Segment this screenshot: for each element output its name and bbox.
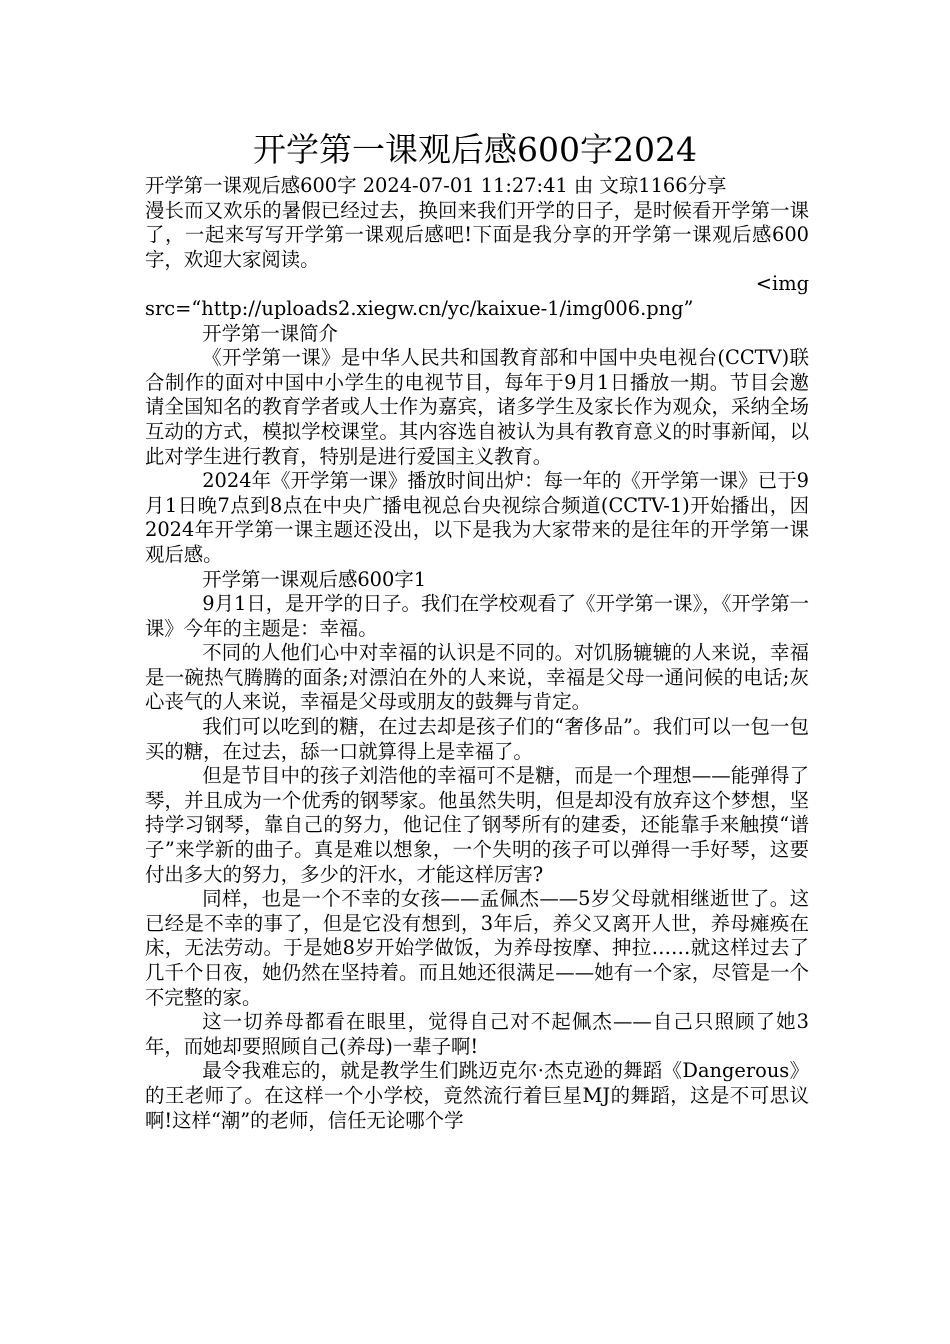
intro-paragraph: 漫长而又欢乐的暑假已经过去，换回来我们开学的日子，是时候看开学第一课了，一起来写写开学第一课观后感吧!下面是我分享的开学第一课观后感600字，欢迎大家阅读。 [145, 198, 809, 271]
document-body [145, 174, 809, 1133]
document-title: 开学第一课观后感600字2024 [253, 130, 697, 169]
paragraph: 2024年《开学第一课》播放时间出炉：每一年的《开学第一课》已于9月1日晚7点到8点在中央广播电视总台央视综合频道(CCTV-1)开始播出，因2024年开学第一课主题还没出，以下是我为大家带来的是往年的开学第一课观后感。 [145, 469, 809, 566]
paragraph: 9月1日，是开学的日子。我们在学校观看了《开学第一课》，《开学第一课》今年的主题是：幸福。 [145, 592, 809, 640]
img-tag-fragment: <img [755, 272, 809, 296]
section-heading: 开学第一课简介 [202, 321, 338, 345]
paragraph: 最令我难忘的，就是教学生们跳迈克尔·杰克逊的舞蹈《Dangerous》的王老师了。在这样一个小学校，竟然流行着巨星MJ的舞蹈，这是不可思议啊!这样“潮”的老师，信任无论哪个学 [145, 1059, 809, 1132]
section-heading: 开学第一课观后感600字1 [202, 567, 427, 591]
paragraph: 这一切养母都看在眼里，觉得自己对不起佩杰——自己只照顾了她3年，而她却要照顾自己(养母)一辈子啊! [145, 1010, 809, 1058]
meta-line: 开学第一课观后感600字 2024-07-01 11:27:41 由 文琼1166分享 [145, 174, 727, 197]
paragraph: 同样，也是一个不幸的女孩——孟佩杰——5岁父母就相继逝世了。这已经是不幸的事了，但是它没有想到，3年后，养父又离开人世，养母瘫痪在床，无法劳动。于是她8岁开始学做饭，为养母按摩、抻拉……就这样过去了几千个日夜，她仍然在坚持着。而且她还很满足——她有一个家，尽管是一个不完整的家。 [145, 887, 809, 1009]
paragraph: 不同的人他们心中对幸福的认识是不同的。对饥肠辘辘的人来说，幸福是一碗热气腾腾的面条;对漂泊在外的人来说，幸福是父母一通问候的电话;灰心丧气的人来说，幸福是父母或朋友的鼓舞与肯定。 [145, 641, 809, 714]
paragraph: 但是节目中的孩子刘浩他的幸福可不是糖，而是一个理想——能弹得了琴，并且成为一个优秀的钢琴家。他虽然失明，但是却没有放弃这个梦想，坚持学习钢琴，靠自己的努力，他记住了钢琴所有的建委，还能靠手来触摸“谱子”来学新的曲子。真是难以想象，一个失明的孩子可以弹得一手好琴，这要付出多大的努力，多少的汗水，才能这样厉害? [145, 764, 809, 886]
img-src-fragment: src=“http://uploads2.xiegw.cn/yc/kaixue-1/img006.png” [145, 296, 694, 320]
paragraph: 我们可以吃到的糖，在过去却是孩子们的“奢侈品”。我们可以一包一包买的糖，在过去，舔一口就算得上是幸福了。 [145, 715, 809, 763]
paragraph: 《开学第一课》是中华人民共和国教育部和中国中央电视台(CCTV)联合制作的面对中国中小学生的电视节目，每年于9月1日播放一期。节目会邀请全国知名的教育学者或人士作为嘉宾，诸多学生及家长作为观众，采纳全场互动的方式，模拟学校课堂。其内容选自被认为具有教育意义的时事新闻，以此对学生进行教育，特别是进行爱国主义教育。 [145, 346, 809, 468]
